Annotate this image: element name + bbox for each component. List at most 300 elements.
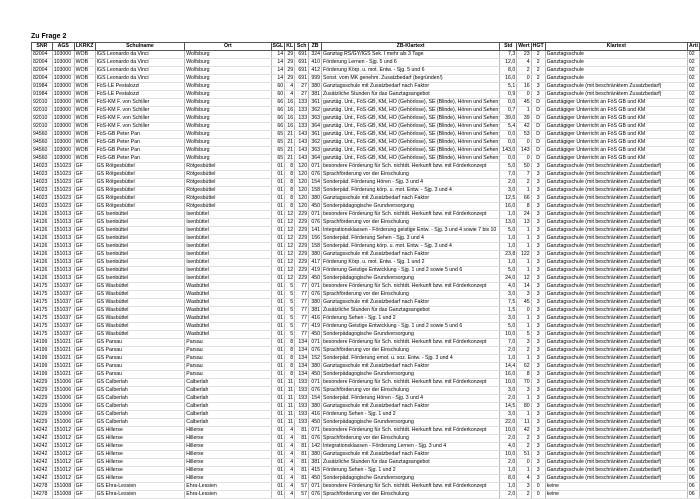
cell-wert: 0 — [517, 307, 531, 315]
cell-kl: 5 — [285, 323, 295, 331]
cell-zb-klartext: Ganztagsschule mit Zusatzbedarf nach Faktor — [321, 451, 499, 459]
cell-schulname: IGS Leonardo da Vinci — [95, 75, 185, 83]
cell-ort: Isenbüttel — [185, 275, 271, 283]
cell-ags: 151013 — [52, 275, 74, 283]
cell-wert: 2 — [517, 435, 531, 443]
cell-zb: 076 — [309, 387, 322, 395]
cell-ort: Rötgesbüttel — [185, 171, 271, 179]
cell-lkrkz: WOB — [74, 139, 95, 147]
cell-schulname: GS Hillerse — [95, 475, 185, 483]
cell-arti: 06 — [687, 379, 699, 387]
cell-ort: Isenbüttel — [185, 267, 271, 275]
table-row — [32, 275, 700, 283]
cell-ags: 103000 — [52, 115, 74, 123]
cell-kl: 21 — [285, 139, 295, 147]
cell-ort: Wolfsburg — [185, 131, 271, 139]
cell-ort: Hillerse — [185, 435, 271, 443]
cell-hgt: 2 — [531, 67, 545, 75]
cell-hgt: D — [531, 115, 545, 123]
cell-schulname: FöS-KM F. von Schiller — [95, 107, 185, 115]
cell-snr: 94560 — [32, 139, 53, 147]
cell-hgt: 3 — [531, 227, 545, 235]
table-row — [32, 467, 700, 475]
cell-zb-klartext: ganztäg. Unt., FöS-GB, KM, HÖ (Gehörlose), SE (Blinde), Hören und Sehen — [322, 139, 499, 145]
cell-lkrkz: WOB — [74, 83, 95, 91]
cell-sch: 81 — [295, 435, 309, 443]
cell-wert: 42 — [517, 427, 531, 435]
cell-std: 16,0 — [500, 371, 517, 379]
cell-arti: 06 — [687, 459, 699, 467]
cell-ort: Isenbüttel — [185, 219, 271, 227]
cell-sch: 77 — [295, 291, 309, 299]
cell-wert: 0 — [517, 75, 531, 83]
cell-sch: 229 — [295, 259, 309, 267]
cell-sch: 77 — [295, 331, 309, 339]
cell-sgl: 65 — [271, 147, 285, 155]
cell-sgl: 66 — [271, 123, 285, 131]
cell-ort: Wasbüttel — [185, 315, 271, 323]
cell-std: 2,0 — [500, 395, 517, 403]
cell-ags: 151006 — [52, 419, 74, 427]
cell-klartext: Ganztägiger Unterricht an FöS GB und KM — [545, 147, 687, 155]
cell-zb: 076 — [309, 291, 322, 299]
cell-zb: 381 — [309, 91, 322, 99]
cell-zb: 450 — [309, 275, 322, 283]
cell-sch: 143 — [295, 139, 309, 147]
cell-hgt: D — [531, 107, 545, 115]
cell-snr: 14126 — [32, 251, 53, 259]
cell-ags: 151037 — [52, 291, 74, 299]
cell-zb: 450 — [309, 203, 322, 211]
cell-schulname: GS Calberlah — [95, 411, 185, 419]
cell-kl: 4 — [285, 451, 295, 459]
cell-arti: 02 — [687, 147, 699, 155]
table-row — [32, 179, 700, 187]
cell-sch: 134 — [295, 355, 309, 363]
cell-sgl: 01 — [271, 443, 285, 451]
cell-kl: 5 — [285, 307, 295, 315]
cell-ort: Calberlah — [185, 419, 271, 427]
cell-arti: 06 — [687, 163, 699, 171]
cell-snr: 14175 — [32, 315, 53, 323]
cell-klartext: Ganztagsschule (mit beschränktem Zusatzbedarf) — [545, 371, 687, 379]
cell-schulname: FöS-LE Pestalozzi — [95, 83, 185, 91]
cell-sgl: 01 — [271, 459, 285, 467]
cell-snr: 94560 — [32, 147, 53, 155]
cell-ort: Hillerse — [185, 475, 271, 483]
cell-zb-klartext: Sonderpäd. Förderung Hören - Sjg. 3 und 4 — [321, 179, 499, 187]
cell-ort: Rötgesbüttel — [185, 203, 271, 211]
cell-arti: 02 — [687, 123, 699, 131]
cell-hgt: 3 — [531, 411, 545, 419]
cell-sgl: 14 — [271, 51, 285, 59]
table-row — [32, 107, 700, 115]
cell-schulname: FöS-GB Peter Pan — [95, 147, 185, 155]
cell-snr: 14229 — [32, 411, 53, 419]
cell-hgt: D — [531, 155, 545, 163]
cell-zb: 380 — [309, 403, 322, 411]
cell-klartext: Ganztagsschule (mit beschränktem Zusatzbedarf) — [545, 163, 687, 171]
column-header: HGT — [532, 43, 544, 49]
cell-arti: 06 — [687, 227, 699, 235]
cell-ags: 151006 — [52, 411, 74, 419]
cell-schulname: GS Isenbüttel — [95, 243, 185, 251]
cell-zb-klartext: ganztäg. Unt., FöS-GB, KM, HÖ (Gehörlose), SE (Blinde), Hören und Sehen — [322, 155, 499, 161]
cell-snr: 14199 — [32, 363, 53, 371]
cell-hgt: 3 — [531, 315, 545, 323]
cell-ags: 151037 — [52, 299, 74, 307]
cell-kl: 11 — [285, 419, 295, 427]
cell-wert: 2 — [517, 347, 531, 355]
cell-lkrkz: GF — [74, 243, 95, 251]
cell-wert: 5 — [517, 331, 531, 339]
cell-ags: 103000 — [52, 155, 74, 163]
cell-hgt: 3 — [531, 163, 545, 171]
cell-lkrkz: GF — [74, 331, 95, 339]
cell-std: 4,0 — [500, 283, 517, 291]
cell-zb: 381 — [309, 307, 322, 315]
cell-zb: 419 — [309, 267, 322, 275]
cell-zb-klartext: ganztäg. Unt., FöS-GB, KM, HÖ (Gehörlose), SE (Blinde), Hören und Sehen — [322, 131, 499, 137]
cell-arti: 02 — [687, 75, 699, 83]
cell-wert: 2 — [517, 179, 531, 187]
cell-std: 0,7 — [500, 107, 517, 115]
cell-ort: Hillerse — [185, 443, 271, 451]
cell-zb-klartext: besondere Förderung für Sch. nichtdt. Herkunft bzw. mit Förderkonzept — [321, 379, 499, 387]
cell-ort: Parsau — [185, 371, 271, 379]
cell-klartext: Ganztagsschule (mit beschränktem Zusatzbedarf) — [545, 267, 687, 275]
cell-sgl: 01 — [271, 355, 285, 363]
cell-zb: 071 — [309, 427, 322, 435]
cell-ort: Wolfsburg — [185, 139, 271, 147]
cell-klartext: Ganztagsschule (mit beschränktem Zusatzbedarf) — [545, 83, 687, 91]
cell-klartext: Ganztägiger Unterricht an FöS GB und KM — [545, 99, 687, 107]
cell-zb-klartext: Integrationsklassen - Förderung Lernen - Sjg. 3 und 4 — [321, 443, 499, 451]
cell-lkrkz: GF — [74, 459, 95, 467]
cell-ags: 151023 — [52, 163, 74, 171]
cell-arti: 02 — [687, 155, 699, 163]
cell-arti: 06 — [687, 291, 699, 299]
cell-lkrkz: GF — [74, 203, 95, 211]
cell-ags: 103000 — [52, 91, 74, 99]
cell-arti: 06 — [687, 219, 699, 227]
cell-hgt: 3 — [531, 219, 545, 227]
cell-sch: 193 — [295, 411, 309, 419]
cell-sch: 193 — [295, 379, 309, 387]
cell-std: 16,0 — [500, 203, 517, 211]
cell-schulname: GS Parsau — [95, 355, 185, 363]
cell-std: 23,8 — [500, 251, 517, 259]
cell-arti: 02 — [687, 99, 699, 107]
cell-std: 3,0 — [500, 411, 517, 419]
cell-kl: 12 — [285, 259, 295, 267]
cell-zb: 071 — [309, 339, 322, 347]
cell-sch: 81 — [295, 427, 309, 435]
cell-kl: 8 — [285, 355, 295, 363]
cell-snr: 14126 — [32, 219, 53, 227]
cell-sch: 193 — [295, 403, 309, 411]
cell-klartext: Ganztagsschule — [545, 67, 687, 75]
cell-snr: 14229 — [32, 379, 53, 387]
cell-kl: 12 — [285, 251, 295, 259]
cell-snr: 82004 — [32, 67, 53, 75]
cell-arti: 06 — [687, 179, 699, 187]
cell-ort: Calberlah — [185, 411, 271, 419]
cell-ags: 103000 — [52, 51, 74, 59]
cell-lkrkz: GF — [74, 307, 95, 315]
table-row — [32, 443, 700, 451]
cell-arti: 02 — [687, 51, 699, 59]
cell-sgl: 01 — [271, 467, 285, 475]
cell-lkrkz: GF — [74, 163, 95, 171]
cell-ort: Wolfsburg — [185, 75, 271, 83]
cell-lkrkz: GF — [74, 259, 95, 267]
cell-wert: 3 — [517, 291, 531, 299]
cell-zb: 076 — [309, 219, 322, 227]
cell-wert: 62 — [517, 363, 531, 371]
cell-sch: 229 — [295, 211, 309, 219]
cell-zb-klartext: Förderung Sehen - Sjg. 1 und 2 — [321, 315, 499, 323]
cell-kl: 11 — [285, 387, 295, 395]
cell-kl: 4 — [285, 483, 295, 491]
cell-zb-klartext: Sonderpäd. Förderung emot. u. soz. Entw. - Sjg. 3 und 4 — [321, 355, 499, 363]
cell-hgt: D — [531, 123, 545, 131]
cell-hgt: 3 — [531, 427, 545, 435]
cell-sgl: 01 — [271, 331, 285, 339]
document-title: Zu Frage 2 — [31, 33, 67, 40]
cell-hgt: 2 — [531, 75, 545, 83]
cell-kl: 4 — [285, 491, 295, 499]
cell-ags: 151023 — [52, 203, 74, 211]
cell-kl: 4 — [285, 467, 295, 475]
cell-wert: 1 — [517, 107, 531, 115]
cell-ort: Wolfsburg — [185, 99, 271, 107]
cell-hgt: 3 — [531, 203, 545, 211]
cell-std: 2,0 — [500, 491, 517, 499]
cell-sgl: 01 — [271, 275, 285, 283]
cell-schulname: GS Wasbüttel — [95, 331, 185, 339]
cell-sch: 120 — [295, 163, 309, 171]
cell-klartext: Ganztagsschule (mit beschränktem Zusatzbedarf) — [545, 195, 687, 203]
cell-sgl: 01 — [271, 323, 285, 331]
cell-hgt: D — [531, 139, 545, 147]
cell-arti: 06 — [687, 371, 699, 379]
cell-zb: 142 — [309, 443, 322, 451]
table-row — [32, 139, 700, 147]
cell-ort: Wolfsburg — [185, 83, 271, 91]
cell-lkrkz: GF — [74, 291, 95, 299]
cell-arti: 06 — [687, 211, 699, 219]
cell-hgt: 3 — [531, 435, 545, 443]
cell-schulname: GS Isenbüttel — [95, 211, 185, 219]
cell-zb-klartext: Sprachförderung vor der Einschulung — [321, 387, 499, 395]
cell-wert: 2 — [517, 491, 531, 499]
cell-klartext: Ganztagsschule — [545, 51, 687, 59]
cell-ags: 151012 — [52, 443, 74, 451]
cell-hgt: 3 — [531, 251, 545, 259]
cell-kl: 4 — [285, 83, 295, 91]
cell-zb-klartext: Ganztagsschule mit Zusatzbedarf nach Faktor — [321, 83, 499, 91]
column-header: Wert — [518, 43, 530, 49]
cell-lkrkz: GF — [74, 195, 95, 203]
cell-hgt: 3 — [531, 195, 545, 203]
cell-wert: 1 — [517, 227, 531, 235]
cell-sgl: 01 — [271, 339, 285, 347]
cell-hgt: 3 — [531, 187, 545, 195]
table-row — [32, 395, 700, 403]
cell-snr: 14126 — [32, 259, 53, 267]
cell-arti: 02 — [687, 139, 699, 147]
cell-hgt: 3 — [531, 275, 545, 283]
cell-kl: 16 — [285, 115, 295, 123]
cell-ags: 103000 — [52, 123, 74, 131]
cell-ags: 151006 — [52, 403, 74, 411]
cell-wert: 8 — [517, 203, 531, 211]
cell-wert: 0 — [517, 91, 531, 99]
cell-schulname: FöS-GB Peter Pan — [95, 131, 185, 139]
cell-klartext: Ganztagsschule (mit beschränktem Zusatzbedarf) — [545, 179, 687, 187]
cell-hgt: 3 — [531, 419, 545, 427]
cell-lkrkz: GF — [74, 419, 95, 427]
cell-ags: 151006 — [52, 395, 74, 403]
cell-sch: 134 — [295, 339, 309, 347]
cell-schulname: FöS-LE Pestalozzi — [95, 91, 185, 99]
cell-std: 2,0 — [500, 459, 517, 467]
cell-schulname: GS Calberlah — [95, 395, 185, 403]
cell-ags: 151037 — [52, 315, 74, 323]
cell-snr: 14126 — [32, 235, 53, 243]
cell-klartext: Ganztagsschule (mit beschränktem Zusatzbedarf) — [545, 259, 687, 267]
cell-snr: 14023 — [32, 179, 53, 187]
cell-snr: 14278 — [32, 483, 53, 491]
cell-klartext: Ganztagsschule (mit beschränktem Zusatzbedarf) — [545, 459, 687, 467]
table-row — [32, 299, 700, 307]
cell-std: 13,0 — [500, 219, 517, 227]
cell-snr: 14229 — [32, 403, 53, 411]
cell-zb-klartext: Integrationsklassen - Förderung geistige Entw. - Sjg. 3 und 4 sowie 7 bis 10 — [321, 227, 499, 235]
cell-snr: 14242 — [32, 475, 53, 483]
cell-zb-klartext: Sprachförderung vor der Einschulung — [321, 171, 499, 179]
cell-klartext: keine — [545, 491, 687, 499]
cell-kl: 8 — [285, 203, 295, 211]
cell-ort: Isenbüttel — [185, 211, 271, 219]
cell-ags: 151012 — [52, 459, 74, 467]
cell-lkrkz: GF — [74, 467, 95, 475]
cell-snr: 14023 — [32, 171, 53, 179]
cell-std: 24,0 — [500, 275, 517, 283]
cell-ags: 151013 — [52, 251, 74, 259]
cell-std: 5,0 — [500, 227, 517, 235]
cell-sgl: 14 — [271, 59, 285, 67]
cell-sch: 229 — [295, 267, 309, 275]
cell-zb: 363 — [309, 115, 322, 123]
cell-sch: 81 — [295, 467, 309, 475]
cell-lkrkz: GF — [74, 443, 95, 451]
cell-kl: 12 — [285, 219, 295, 227]
cell-lkrkz: WOB — [74, 147, 95, 155]
column-header: Arti — [688, 43, 698, 49]
cell-snr: 14242 — [32, 427, 53, 435]
cell-arti: 06 — [687, 443, 699, 451]
cell-wert: 13 — [517, 219, 531, 227]
cell-std: 5,0 — [500, 323, 517, 331]
cell-zb: 381 — [309, 459, 322, 467]
cell-hgt: 2 — [531, 51, 545, 59]
cell-wert: 3 — [517, 339, 531, 347]
cell-klartext: Ganztagsschule (mit beschränktem Zusatzbedarf) — [545, 347, 687, 355]
cell-sch: 691 — [295, 59, 309, 67]
cell-klartext: keine — [545, 483, 687, 491]
cell-ags: 151013 — [52, 235, 74, 243]
cell-wert: 8 — [517, 371, 531, 379]
cell-schulname: GS Isenbüttel — [95, 235, 185, 243]
cell-arti: 06 — [687, 283, 699, 291]
cell-std: 10,0 — [500, 331, 517, 339]
cell-ort: Wasbüttel — [185, 283, 271, 291]
cell-arti: 06 — [687, 395, 699, 403]
cell-lkrkz: GF — [74, 491, 95, 499]
cell-zb-klartext: Sonderpädagogische Grundversorgung — [321, 203, 499, 211]
cell-klartext: Ganztagsschule (mit beschränktem Zusatzbedarf) — [545, 243, 687, 251]
cell-ort: Isenbüttel — [185, 243, 271, 251]
cell-ags: 151012 — [52, 435, 74, 443]
cell-wert: 1 — [517, 267, 531, 275]
cell-std: 1,0 — [500, 211, 517, 219]
cell-zb: 071 — [309, 283, 322, 291]
cell-schulname: GS Hillerse — [95, 435, 185, 443]
cell-zb: 363 — [309, 147, 322, 155]
cell-zb: 364 — [309, 155, 322, 163]
cell-schulname: GS Parsau — [95, 371, 185, 379]
cell-lkrkz: GF — [74, 387, 95, 395]
cell-sgl: 01 — [271, 211, 285, 219]
cell-arti: 06 — [687, 307, 699, 315]
cell-klartext: Ganztagsschule (mit beschränktem Zusatzbedarf) — [545, 187, 687, 195]
cell-zb-klartext: Förderung Körp. u. mot. Entw. - Sjg. 1 und 2 — [321, 259, 499, 267]
cell-hgt: 3 — [531, 475, 545, 483]
cell-hgt: 3 — [531, 387, 545, 395]
cell-std: 12,5 — [500, 195, 517, 203]
cell-sch: 77 — [295, 307, 309, 315]
table-row — [32, 387, 700, 395]
cell-sgl: 01 — [271, 283, 285, 291]
cell-ort: Calberlah — [185, 395, 271, 403]
cell-ags: 151023 — [52, 187, 74, 195]
cell-sgl: 01 — [271, 171, 285, 179]
cell-arti: 06 — [687, 387, 699, 395]
cell-schulname: IGS Leonardo da Vinci — [95, 51, 185, 59]
cell-zb-klartext: Sonderpädagogische Grundversorgung — [321, 331, 499, 339]
cell-kl: 16 — [285, 123, 295, 131]
cell-zb-klartext: Ganztagsschule mit Zusatzbedarf nach Faktor — [321, 299, 499, 307]
cell-zb-klartext: ganztäg. Unt., FöS-GB, KM, HÖ (Gehörlose), SE (Blinde), Hören und Sehen — [322, 107, 499, 113]
cell-wert: 39 — [517, 115, 531, 123]
cell-snr: 14278 — [32, 491, 53, 499]
cell-kl: 21 — [285, 155, 295, 163]
table-row — [32, 427, 700, 435]
table-row — [32, 243, 700, 251]
cell-hgt: 3 — [531, 451, 545, 459]
cell-snr: 14175 — [32, 307, 53, 315]
table-row — [32, 307, 700, 315]
cell-zb-klartext: Förderung Körp. u. mot. Entw. - Sjg. 5 und 6 — [321, 67, 499, 75]
cell-klartext: Ganztagsschule (mit beschränktem Zusatzbedarf) — [545, 227, 687, 235]
cell-kl: 16 — [285, 99, 295, 107]
cell-lkrkz: GF — [74, 395, 95, 403]
cell-lkrkz: GF — [74, 171, 95, 179]
cell-snr: 94560 — [32, 155, 53, 163]
cell-arti: 06 — [687, 323, 699, 331]
